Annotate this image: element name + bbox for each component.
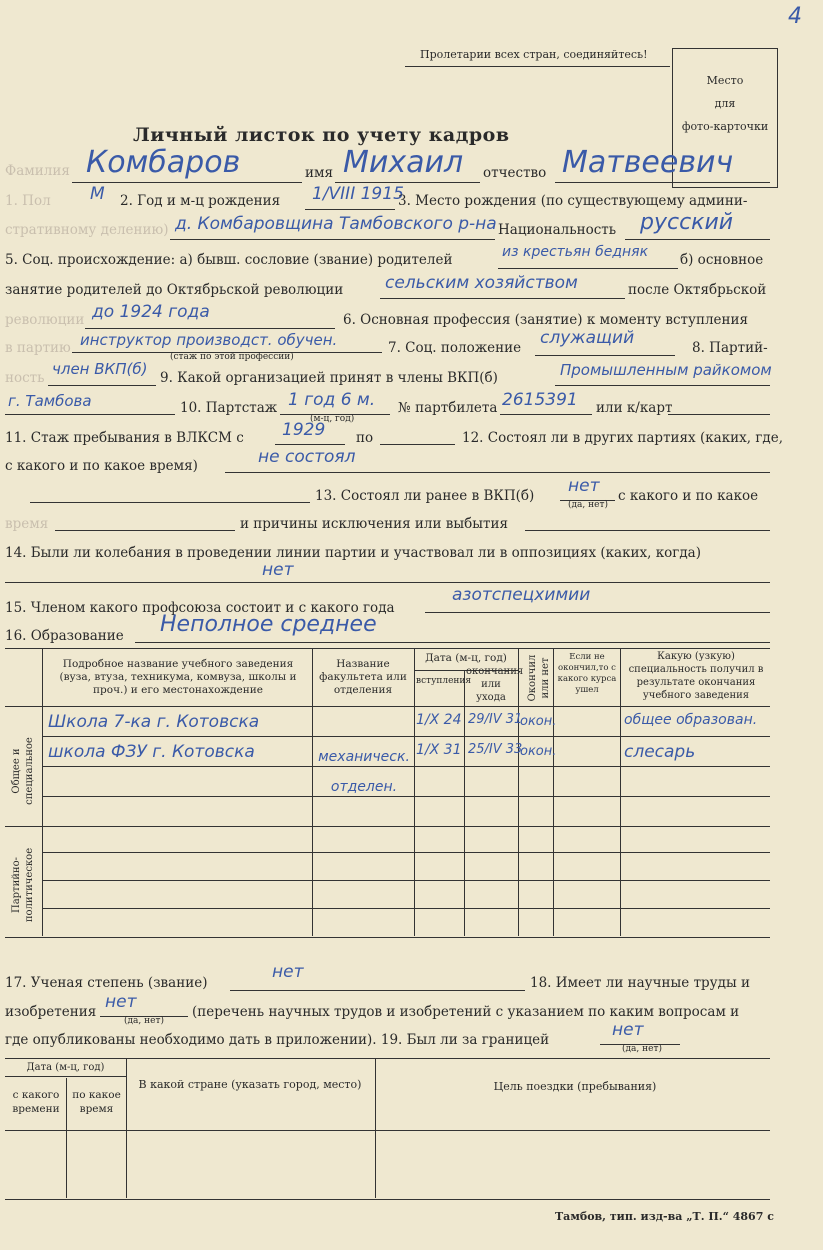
- section-party: Партийно-политическое: [11, 847, 35, 923]
- birth-date-label: 2. Год и м-ц рождения: [120, 193, 281, 209]
- card-or-line: [668, 414, 770, 415]
- mc-god-note: (м-ц, год): [310, 414, 355, 424]
- party-value: член ВКП(б): [52, 360, 148, 378]
- name-line: [335, 182, 480, 183]
- abroad-from: с какого времени: [12, 1089, 60, 1115]
- origin-value: из крестьян бедняк: [502, 244, 649, 260]
- time-label: время: [5, 516, 49, 532]
- after-rev-value: до 1924 года: [92, 302, 210, 322]
- surname-line: [72, 182, 302, 183]
- edu-section-divider: [5, 826, 770, 827]
- other-parties-label: 12. Состоял ли в других партиях (каких, где,: [462, 430, 784, 446]
- degree-line: [230, 990, 525, 991]
- yes-no-note-1: (да, нет): [568, 500, 608, 510]
- party-org-value: Промышленным райкомом: [560, 361, 772, 379]
- vlksm-to-label: по: [356, 430, 374, 446]
- other-parties-line: [225, 472, 770, 473]
- row1-specialty: общее образован.: [624, 712, 758, 728]
- row1-start: 1/X 24: [416, 712, 462, 728]
- edu-vline-6: [553, 648, 554, 936]
- header-faculty: Название факультета или отделения: [319, 658, 407, 696]
- fluctuations-label: 14. Были ли колебания в проведении линии партии и участвовал ли в оппозициях (каких, когда): [5, 545, 702, 561]
- exclusion-line: [525, 530, 770, 531]
- party-card-value: 2615391: [502, 390, 578, 410]
- party-org-label: 9. Какой организацией принят в члены ВКП(б): [160, 370, 498, 386]
- occupation-label: занятие родителей до Октябрьской революции: [5, 282, 344, 298]
- vlksm-label: 11. Стаж пребывания в ВЛКСМ с: [5, 430, 244, 446]
- section-general: Общее и специальное: [11, 737, 35, 805]
- row2-end: 25/IV 33: [468, 742, 523, 757]
- abroad-vline-2: [126, 1058, 127, 1198]
- edu-vline-4: [464, 670, 465, 936]
- revolution-label: революции: [5, 312, 85, 328]
- surname-label: Фамилия: [5, 163, 70, 179]
- header-end: окончания или ухода: [466, 666, 524, 703]
- abroad-to: по какое время: [72, 1089, 121, 1115]
- abroad-country: В какой стране (указать город, место): [138, 1078, 362, 1091]
- nationality-label: Национальность: [498, 222, 617, 238]
- edu-vline-3: [414, 648, 415, 936]
- abroad-purpose: Цель поездки (пребывания): [493, 1080, 657, 1093]
- profession-label: 6. Основная профессия (занятие) к моменту вступления: [343, 312, 749, 328]
- was-vkpb-label: 13. Состоял ли ранее в ВКП(б): [315, 488, 535, 504]
- education-value: Неполное среднее: [160, 612, 377, 637]
- origin-b-label: б) основное: [680, 252, 764, 268]
- birth-place-line: [170, 239, 495, 240]
- abroad-vline-3: [375, 1058, 376, 1198]
- name-label: имя: [305, 165, 334, 181]
- union-value: азотспецхимии: [452, 585, 591, 605]
- header-institution: Подробное название учебного заведения (вуза, втуза, техникума, комвуза, школы и проч.) и его местонахождение: [59, 658, 297, 696]
- printer-imprint: Тамбов, тип. изд-ва „Т. П.“ 4867 с: [555, 1210, 774, 1223]
- party-line: [48, 385, 156, 386]
- edu-row-line: [42, 852, 770, 853]
- union-label: 15. Членом какого профсоюза состоит и с какого года: [5, 600, 395, 616]
- photo-label-3: фото-карточки: [681, 120, 769, 133]
- works-note: (перечень научных трудов и изобретений с указанием по каким вопросам и: [192, 1004, 740, 1020]
- edu-header-bottom: [5, 706, 770, 707]
- row2-finished: окон.: [520, 744, 557, 759]
- abroad-header-bottom: [5, 1130, 770, 1131]
- edu-vline-1: [42, 648, 43, 936]
- social-position-value: служащий: [540, 328, 635, 348]
- yes-no-note-3: (да, нет): [622, 1044, 662, 1054]
- edu-row-line: [42, 880, 770, 881]
- experience-note: (стаж по этой профессии): [170, 352, 294, 362]
- time-line: [55, 530, 235, 531]
- origin-label: 5. Соц. происхождение: а) бывш. сословие (звание) родителей: [5, 252, 453, 268]
- party-card-label: № партбилета: [398, 400, 498, 416]
- header-specialty: Какую (узкую) специальность получил в результате окончания учебного заведения: [628, 651, 764, 701]
- row1-finished: окон.: [520, 714, 557, 729]
- party-card-line: [500, 414, 592, 415]
- card-or-label: или к/карт: [596, 400, 673, 416]
- edu-vline-5: [518, 648, 519, 936]
- row2-faculty: механическ. отделен.: [318, 749, 410, 795]
- row2-institution: школа ФЗУ г. Котовска: [48, 742, 255, 762]
- birth-date-line: [305, 209, 395, 210]
- from-to-label: с какого и по какое: [618, 488, 759, 504]
- photo-label-2: для: [714, 97, 736, 110]
- vlksm-to-line: [380, 444, 455, 445]
- page-number: 4: [788, 4, 802, 29]
- vlksm-value: 1929: [282, 420, 326, 440]
- edu-vline-7: [620, 648, 621, 936]
- party-tenure-label: 10. Партстаж: [180, 400, 278, 416]
- abroad-dates-divider: [5, 1076, 126, 1077]
- header-finished: Окончил или нет: [527, 654, 551, 702]
- nationality-value: русский: [640, 210, 734, 235]
- nationality-line: [625, 239, 770, 240]
- row1-end: 29/IV 31: [468, 712, 523, 727]
- fluctuations-value: нет: [262, 560, 294, 580]
- sex-value: М: [90, 184, 105, 204]
- was-vkpb-value: нет: [568, 476, 600, 496]
- fluctuations-line: [5, 582, 770, 583]
- form-title: Личный листок по учету кадров: [133, 124, 510, 146]
- after-rev-line: [85, 328, 335, 329]
- degree-label: 17. Ученая степень (звание): [5, 975, 208, 991]
- photo-label-1: Место: [706, 74, 744, 87]
- blank-line-1: [30, 502, 310, 503]
- birth-place-label-2: стративному делению): [5, 222, 169, 238]
- occupation-line: [380, 298, 625, 299]
- union-line: [425, 612, 770, 613]
- vlksm-line: [275, 444, 345, 445]
- birth-date-value: 1/VIII 1915: [312, 184, 404, 204]
- in-party-label: в партию: [5, 340, 71, 356]
- published-label: где опубликованы необходимо дать в приложении). 19. Был ли за границей: [5, 1032, 550, 1048]
- patronymic-value: Матвеевич: [562, 145, 734, 180]
- party-tenure-value: 1 год 6 м.: [288, 390, 376, 410]
- other-parties-value: не состоял: [258, 447, 356, 467]
- party-label-1: 8. Партий-: [692, 340, 768, 356]
- abroad-dates: Дата (м-ц, год): [26, 1062, 105, 1073]
- edu-vline-2: [312, 648, 313, 936]
- surname-value: Комбаров: [86, 145, 241, 180]
- social-position-label: 7. Соц. положение: [388, 340, 522, 356]
- edu-row-line: [42, 736, 770, 737]
- occupation-value: сельским хозяйством: [385, 273, 578, 293]
- name-value: Михаил: [343, 145, 464, 180]
- inventions-value: нет: [105, 992, 137, 1012]
- header-not-finished: Если не окончил,то с какого курса ушел: [557, 652, 617, 695]
- abroad-value: нет: [612, 1020, 644, 1040]
- header-start: вступления: [416, 676, 472, 686]
- works-label: 18. Имеет ли научные труды и: [530, 975, 750, 991]
- row1-institution: Школа 7-ка г. Котовска: [48, 712, 260, 732]
- sex-label: 1. Пол: [5, 193, 51, 209]
- row2-start: 1/X 31: [416, 742, 462, 758]
- party-org-line: [555, 385, 770, 386]
- birth-place-value: д. Комбаровщина Тамбовского р-на: [175, 214, 497, 234]
- party-label-2: ность: [5, 370, 45, 386]
- row2-specialty: слесарь: [624, 742, 696, 762]
- inventions-label: изобретения: [5, 1004, 97, 1020]
- patronymic-label: отчество: [483, 165, 547, 181]
- yes-no-note-2: (да, нет): [124, 1016, 164, 1026]
- slogan-underline: [405, 66, 670, 67]
- header-dates: Дата (м-ц, год): [425, 652, 507, 664]
- party-org-line-2: [5, 414, 175, 415]
- after-rev-label: после Октябрьской: [628, 282, 767, 298]
- exclusion-label: и причины исключения или выбытия: [240, 516, 508, 532]
- slogan: Пролетарии всех стран, соединяйтесь!: [420, 48, 648, 61]
- social-position-line: [535, 355, 675, 356]
- edu-row-line: [42, 908, 770, 909]
- profession-value: инструктор производст. обучен.: [80, 331, 338, 349]
- birth-place-label: 3. Место рождения (по существующему админи-: [398, 193, 748, 209]
- party-org-value-2: г. Тамбова: [8, 392, 92, 410]
- education-label: 16. Образование: [5, 628, 124, 644]
- origin-line: [498, 268, 678, 269]
- education-line: [135, 642, 770, 643]
- patronymic-line: [555, 182, 770, 183]
- other-parties-label-2: с какого и по какое время): [5, 458, 198, 474]
- degree-value: нет: [272, 962, 304, 982]
